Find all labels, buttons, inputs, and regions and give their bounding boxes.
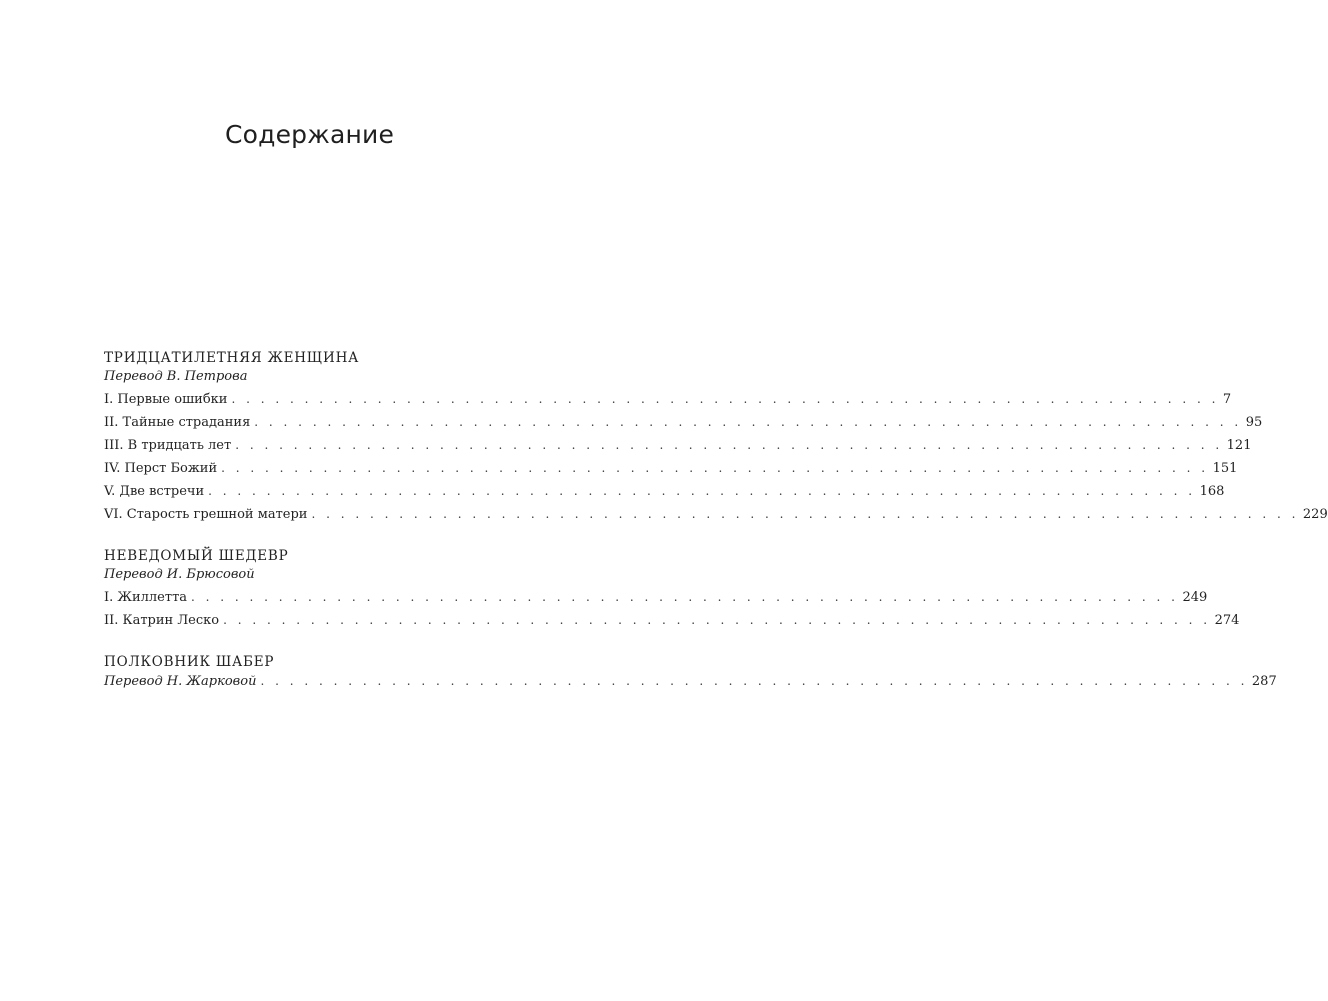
translator-credit: Перевод В. Петрова xyxy=(104,369,248,384)
chapter-title: II. Тайные страдания xyxy=(104,415,251,430)
dot-leader: . . . . . . . . . . . . . . . . . . . . . . . . . . . . . . . . . . . . . . . . . . . . . . . . . . . . . . . . . . . . . . . . . . . . xyxy=(231,392,1219,406)
work-title: ПОЛКОВНИК ШАБЕР xyxy=(104,654,275,670)
work-section-unknown-masterpiece xyxy=(104,544,1240,632)
page-number: 229 xyxy=(1302,507,1328,522)
page-number: 7 xyxy=(1222,392,1232,407)
chapter-title: V. Две встречи xyxy=(104,484,205,499)
dot-leader: . . . . . . . . . . . . . . . . . . . . . . . . . . . . . . . . . . . . . . . . . . . . . . . . . . . . . . . . . . . . . . . . . . . . xyxy=(311,507,1299,521)
toc-entry[interactable] xyxy=(104,609,1240,632)
toc-entry[interactable] xyxy=(104,670,1277,693)
dot-leader: . . . . . . . . . . . . . . . . . . . . . . . . . . . . . . . . . . . . . . . . . . . . . . . . . . . . . . . . . . . . . . . . . . . . xyxy=(235,438,1223,452)
page-number: 249 xyxy=(1182,590,1208,605)
dot-leader: . . . . . . . . . . . . . . . . . . . . . . . . . . . . . . . . . . . . . . . . . . . . . . . . . . . . . . . . . . . . . . . . . . . . xyxy=(191,590,1179,604)
translator-credit: Перевод Н. Жарковой xyxy=(104,674,257,689)
toc-entry[interactable] xyxy=(104,586,1208,609)
toc-entry[interactable] xyxy=(104,434,1252,457)
chapter-title: II. Катрин Леско xyxy=(104,613,220,628)
page-number: 168 xyxy=(1199,484,1225,499)
toc-entry[interactable] xyxy=(104,457,1238,480)
page-number: 274 xyxy=(1214,613,1240,628)
toc-entry[interactable] xyxy=(104,480,1225,503)
chapter-title: I. Первые ошибки xyxy=(104,392,228,407)
dot-leader: . . . . . . . . . . . . . . . . . . . . . . . . . . . . . . . . . . . . . . . . . . . . . . . . . . . . . . . . . . . . . . . . . . . . xyxy=(254,415,1242,429)
chapter-title: I. Жиллетта xyxy=(104,590,188,605)
dot-leader: . . . . . . . . . . . . . . . . . . . . . . . . . . . . . . . . . . . . . . . . . . . . . . . . . . . . . . . . . . . . . . . . . . . . xyxy=(208,484,1196,498)
page-number: 287 xyxy=(1251,674,1277,689)
work-title: НЕВЕДОМЫЙ ШЕДЕВР xyxy=(104,548,289,564)
page-number: 95 xyxy=(1245,415,1263,430)
dot-leader: . . . . . . . . . . . . . . . . . . . . . . . . . . . . . . . . . . . . . . . . . . . . . . . . . . . . . . . . . . . . . . . . . . . . xyxy=(223,613,1211,627)
table-of-contents xyxy=(104,346,1328,711)
translator-credit: Перевод И. Брюсовой xyxy=(104,567,255,582)
chapter-title: III. В тридцать лет xyxy=(104,438,232,453)
work-title: ТРИДЦАТИЛЕТНЯЯ ЖЕНЩИНА xyxy=(104,350,360,366)
work-section-colonel-chabert xyxy=(104,650,1277,693)
dot-leader: . . . . . . . . . . . . . . . . . . . . . . . . . . . . . . . . . . . . . . . . . . . . . . . . . . . . . . . . . . . . . . . . . . . . xyxy=(260,674,1248,688)
work-section-thirty-year-old-woman xyxy=(104,346,1328,526)
dot-leader: . . . . . . . . . . . . . . . . . . . . . . . . . . . . . . . . . . . . . . . . . . . . . . . . . . . . . . . . . . . . . . . . . . . . xyxy=(221,461,1209,475)
page-number: 121 xyxy=(1226,438,1252,453)
toc-entry[interactable] xyxy=(104,388,1232,411)
toc-entry[interactable] xyxy=(104,411,1263,434)
chapter-title: IV. Перст Божий xyxy=(104,461,218,476)
toc-entry[interactable] xyxy=(104,503,1328,526)
page-title: Содержание xyxy=(224,120,395,149)
page-number: 151 xyxy=(1212,461,1238,476)
chapter-title: VI. Старость грешной матери xyxy=(104,507,308,522)
